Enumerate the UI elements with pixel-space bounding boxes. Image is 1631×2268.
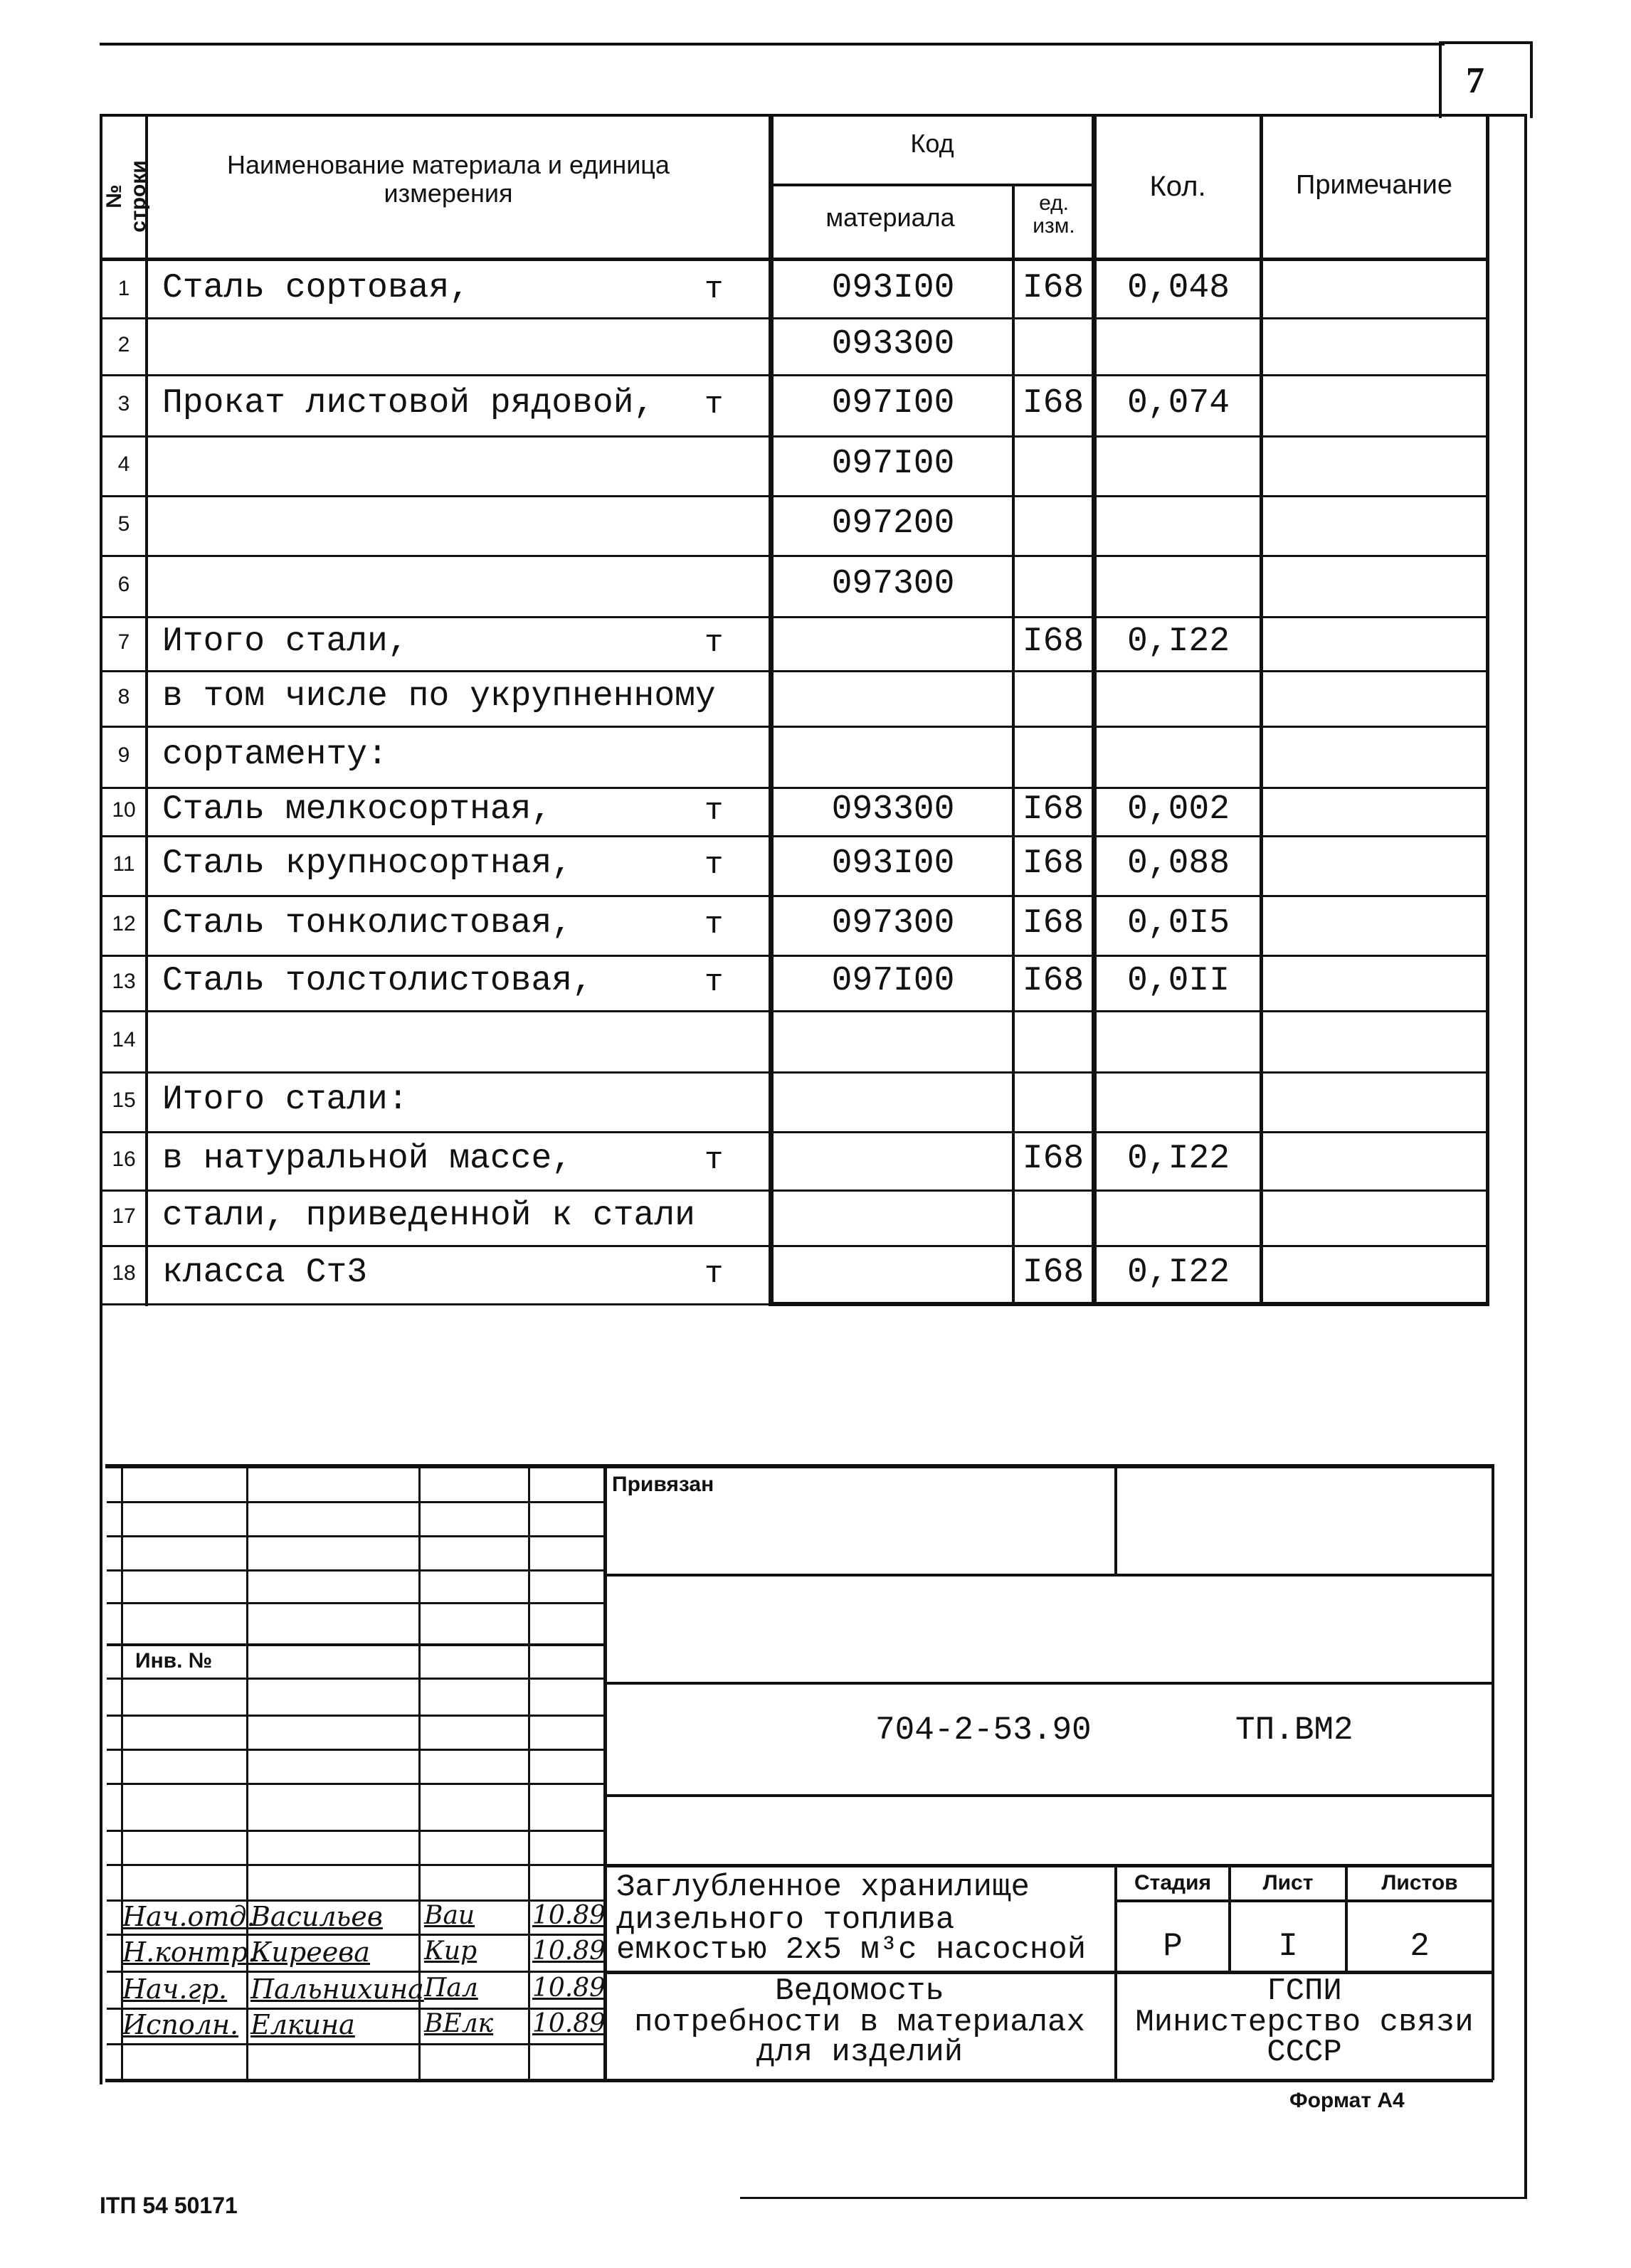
material-code: 097300 bbox=[831, 565, 955, 603]
row-number: 12 bbox=[112, 912, 136, 936]
tb-attached-bottom bbox=[605, 1574, 1493, 1577]
footer-code: ITП 54 50171 bbox=[100, 2193, 238, 2218]
unit: т bbox=[704, 965, 724, 1000]
table-bottom-rule-left bbox=[100, 1303, 771, 1305]
unit: т bbox=[704, 847, 724, 883]
header-code-material: материала bbox=[825, 203, 955, 232]
unit-code: I68 bbox=[1022, 622, 1084, 661]
signature-sign: Кир bbox=[424, 1936, 477, 1966]
unit-code: I68 bbox=[1022, 904, 1084, 943]
row-number: 18 bbox=[112, 1261, 136, 1285]
unit: т bbox=[704, 625, 724, 661]
material-name: Сталь толстолистовая, bbox=[162, 962, 593, 1000]
material-name: Сталь мелкосортная, bbox=[162, 790, 552, 829]
tb-grid-row bbox=[107, 1501, 605, 1503]
sheet-title-3: для изделий bbox=[756, 2035, 964, 2070]
material-name: класса Ст3 bbox=[162, 1254, 368, 1292]
unit: т bbox=[704, 1143, 724, 1178]
row-separator bbox=[100, 555, 1489, 557]
attached-label: Привязан bbox=[612, 1473, 714, 1496]
quantity: 0,074 bbox=[1126, 384, 1230, 423]
signature-date: 10.89 bbox=[532, 1936, 606, 1966]
signature-role: Н.контр. bbox=[122, 1936, 257, 1968]
unit: т bbox=[704, 907, 724, 943]
tb-bottom-rule bbox=[105, 2079, 1493, 2082]
tb-title-top bbox=[605, 1864, 1493, 1867]
table-bottom-rule bbox=[769, 1302, 1489, 1306]
col-line-code bbox=[769, 114, 774, 1306]
row-separator bbox=[100, 835, 1489, 837]
tb-grid-row bbox=[107, 1749, 605, 1751]
material-code: 093300 bbox=[831, 790, 955, 829]
material-name: Сталь крупносортная, bbox=[162, 844, 573, 883]
sheet-number: 7 bbox=[1466, 60, 1484, 101]
quantity: 0,I22 bbox=[1126, 622, 1230, 661]
sheet-title-1: Ведомость bbox=[775, 1973, 944, 2009]
row-separator bbox=[100, 1071, 1489, 1074]
signature-sign: ВЕлк bbox=[424, 2009, 494, 2038]
sheet-value: I bbox=[1278, 1928, 1298, 1965]
header-code: Код bbox=[910, 129, 954, 158]
doc-code: 704-2-53.90 bbox=[875, 1712, 1092, 1749]
quantity: 0,048 bbox=[1126, 269, 1230, 307]
row-separator bbox=[100, 1245, 1489, 1247]
material-name: Сталь тонколистовая, bbox=[162, 904, 573, 943]
tb-code-top bbox=[605, 1682, 1493, 1685]
sheets-value: 2 bbox=[1410, 1928, 1430, 1965]
tb-grid-row bbox=[107, 1934, 605, 1936]
material-name: стали, приведенной к стали bbox=[162, 1197, 695, 1235]
col-line-note bbox=[1260, 114, 1263, 1306]
stage-label: Стадия bbox=[1134, 1871, 1212, 1895]
row-separator bbox=[100, 1189, 1489, 1192]
tb-grid-row bbox=[107, 1535, 605, 1537]
frame-bottom bbox=[740, 2197, 1527, 2199]
col-line-unit bbox=[1012, 184, 1015, 1306]
quantity: 0,0II bbox=[1126, 962, 1230, 1000]
tb-attached-divider bbox=[1114, 1464, 1117, 1575]
row-separator bbox=[100, 787, 1489, 789]
material-code: 097200 bbox=[831, 504, 955, 543]
tb-grid-row bbox=[107, 1971, 605, 1973]
tb-grid-row bbox=[107, 1715, 605, 1717]
signature-date: 10.89 bbox=[532, 1973, 606, 2003]
tb-grid-row bbox=[107, 1783, 605, 1785]
tb-grid-v4 bbox=[528, 1464, 530, 2080]
material-name: в том числе по укрупненному bbox=[162, 677, 716, 716]
signature-sign: Ваи bbox=[424, 1901, 475, 1930]
material-name: Прокат листовой рядовой, bbox=[162, 384, 655, 423]
material-name: Сталь сортовая, bbox=[162, 269, 470, 307]
material-code: 097300 bbox=[831, 904, 955, 943]
quantity: 0,0I5 bbox=[1126, 904, 1230, 943]
quantity: 0,088 bbox=[1126, 844, 1230, 883]
row-separator bbox=[100, 726, 1489, 728]
sheet-label: Лист bbox=[1262, 1871, 1314, 1895]
header-bottom-rule bbox=[100, 258, 1489, 261]
header-name: Наименование материала и единица измерения bbox=[227, 150, 670, 208]
unit-code: I68 bbox=[1022, 1254, 1084, 1292]
row-number: 17 bbox=[112, 1204, 136, 1228]
sheets-label: Листов bbox=[1381, 1871, 1458, 1895]
tb-grid-row bbox=[107, 1864, 605, 1866]
material-name: Итого стали, bbox=[162, 622, 408, 661]
material-name: сортаменту: bbox=[162, 736, 388, 774]
tb-grid-v2 bbox=[246, 1464, 248, 2080]
row-number: 6 bbox=[117, 573, 130, 596]
tb-grid-row bbox=[107, 1678, 605, 1680]
unit-code: I68 bbox=[1022, 962, 1084, 1000]
doc-mark: ТП.ВМ2 bbox=[1235, 1712, 1353, 1749]
signature-name: Киреева bbox=[250, 1936, 370, 1968]
tb-grid-row bbox=[107, 1830, 605, 1832]
tb-inv-rule bbox=[107, 1643, 605, 1646]
signature-date: 10.89 bbox=[532, 2009, 606, 2038]
signature-name: Елкина bbox=[250, 2009, 355, 2040]
unit: т bbox=[704, 1256, 724, 1292]
header-code-unit: ед. изм. bbox=[1033, 191, 1075, 238]
code-sub-rule bbox=[769, 184, 1096, 186]
col-line-name bbox=[145, 114, 148, 1306]
row-number: 16 bbox=[112, 1148, 136, 1171]
row-separator bbox=[100, 435, 1489, 438]
header-note: Примечание bbox=[1296, 170, 1452, 200]
tb-grid-row bbox=[107, 2043, 605, 2045]
material-code: 097I00 bbox=[831, 384, 955, 423]
header-qty: Кол. bbox=[1149, 171, 1206, 202]
row-separator bbox=[100, 955, 1489, 957]
quantity: 0,I22 bbox=[1126, 1140, 1230, 1178]
quantity: 0,002 bbox=[1126, 790, 1230, 829]
tb-grid-row bbox=[107, 1569, 605, 1572]
row-separator bbox=[100, 317, 1489, 319]
row-number: 11 bbox=[112, 852, 135, 876]
material-code: 093I00 bbox=[831, 269, 955, 307]
unit: т bbox=[704, 272, 724, 307]
stage-value: Р bbox=[1163, 1928, 1183, 1965]
material-name: Итого стали: bbox=[162, 1081, 408, 1119]
signature-date: 10.89 bbox=[532, 1901, 606, 1930]
col-line-qty bbox=[1092, 114, 1097, 1306]
org-3: СССР bbox=[1267, 2035, 1342, 2070]
material-code: 093I00 bbox=[831, 844, 955, 883]
material-code: 097I00 bbox=[831, 445, 955, 483]
signature-role: Исполн. bbox=[122, 2009, 239, 2040]
signature-name: Васильев bbox=[250, 1901, 383, 1932]
project-title-2: дизельного топлива bbox=[616, 1902, 955, 1938]
unit: т bbox=[704, 387, 724, 423]
tb-code-bottom bbox=[605, 1794, 1493, 1797]
row-number: 9 bbox=[117, 743, 130, 767]
signature-role: Нач.отд. bbox=[122, 1901, 255, 1932]
row-separator bbox=[100, 895, 1489, 897]
row-number: 13 bbox=[112, 970, 136, 993]
row-number: 10 bbox=[112, 798, 136, 822]
row-separator bbox=[100, 495, 1489, 497]
unit-code: I68 bbox=[1022, 790, 1084, 829]
org-2: Министерство связи bbox=[1135, 2005, 1474, 2040]
material-code: 093300 bbox=[831, 325, 955, 364]
row-number: 15 bbox=[112, 1088, 136, 1112]
row-separator bbox=[100, 1010, 1489, 1012]
header-row-no: № строки bbox=[102, 160, 150, 233]
tb-stage-rule bbox=[1114, 1899, 1493, 1902]
unit-code: I68 bbox=[1022, 1140, 1084, 1178]
quantity: 0,I22 bbox=[1126, 1254, 1230, 1292]
row-number: 5 bbox=[117, 512, 130, 536]
material-code: 097I00 bbox=[831, 962, 955, 1000]
row-number: 7 bbox=[117, 630, 130, 654]
sheet-title-2: потребности в материалах bbox=[634, 2005, 1085, 2040]
format-label: Формат А4 bbox=[1289, 2089, 1405, 2112]
row-number: 1 bbox=[117, 277, 130, 300]
signature-name: Пальнихина bbox=[250, 1973, 424, 2005]
row-separator bbox=[100, 374, 1489, 376]
col-line-right bbox=[1486, 114, 1489, 1306]
unit-code: I68 bbox=[1022, 269, 1084, 307]
tb-grid-row bbox=[107, 1602, 605, 1604]
unit: т bbox=[704, 793, 724, 829]
project-title-1: Заглубленное хранилище bbox=[616, 1870, 1030, 1905]
row-number: 4 bbox=[117, 452, 130, 476]
row-number: 8 bbox=[117, 685, 130, 709]
tb-top-rule bbox=[105, 1464, 1493, 1468]
project-title-3: емкостью 2х5 м³с насосной bbox=[616, 1932, 1087, 1968]
row-separator bbox=[100, 1131, 1489, 1133]
row-number: 3 bbox=[117, 392, 130, 415]
row-separator bbox=[100, 616, 1489, 618]
unit-code: I68 bbox=[1022, 844, 1084, 883]
signature-role: Нач.гр. bbox=[122, 1973, 228, 2005]
signature-sign: Пал bbox=[424, 1973, 478, 2003]
material-name: в натуральной массе, bbox=[162, 1140, 573, 1178]
row-separator bbox=[100, 670, 1489, 672]
inv-label: Инв. № bbox=[132, 1649, 215, 1673]
row-number: 14 bbox=[112, 1028, 136, 1051]
unit-code: I68 bbox=[1022, 384, 1084, 423]
row-number: 2 bbox=[117, 333, 130, 356]
org-1: ГСПИ bbox=[1267, 1973, 1342, 2009]
